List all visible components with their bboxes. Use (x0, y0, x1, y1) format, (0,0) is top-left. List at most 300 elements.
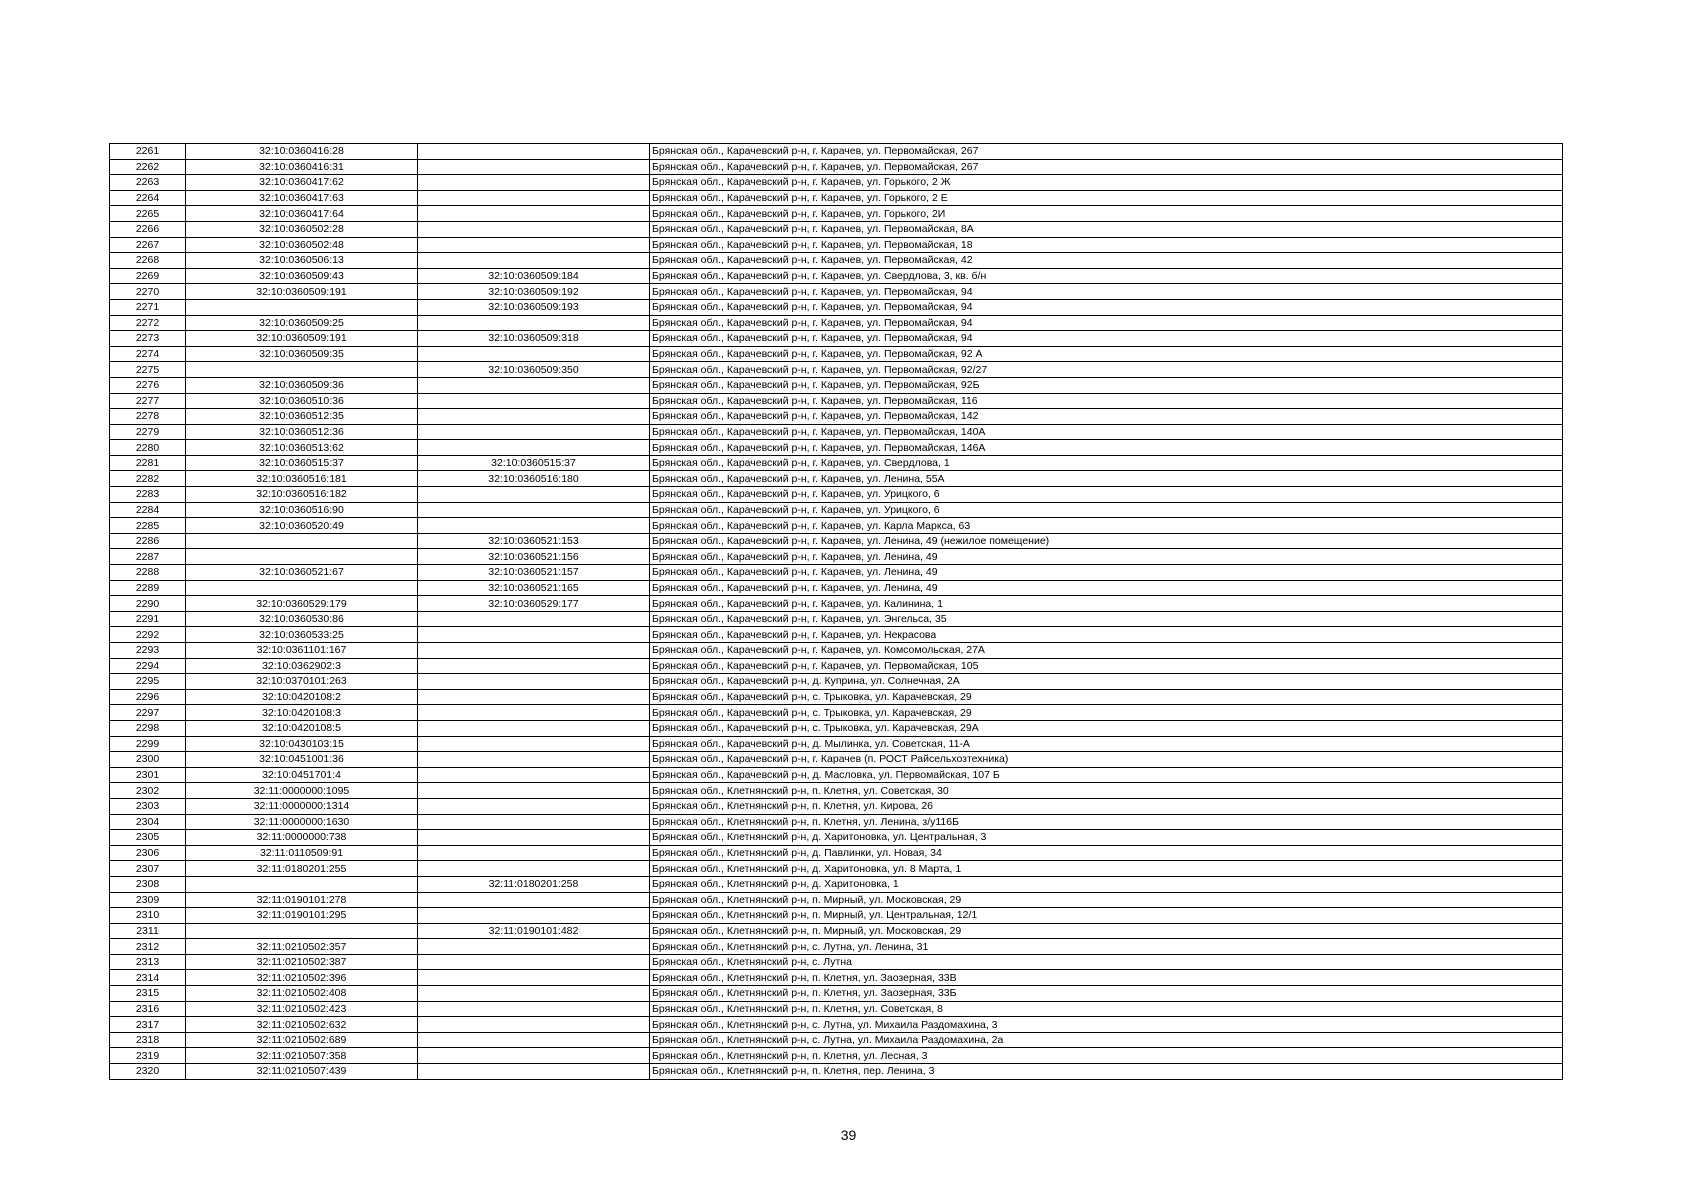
address-cell: Брянская обл., Карачевский р-н, г. Карачев, ул. Горького, 2 Е (650, 190, 1563, 206)
table-row (110, 175, 1563, 191)
table-row (110, 970, 1563, 986)
related-cadastral-number-cell (418, 908, 650, 924)
row-number-cell: 2303 (110, 798, 186, 814)
row-number-cell: 2294 (110, 658, 186, 674)
related-cadastral-number-cell (418, 861, 650, 877)
address-cell: Брянская обл., Клетнянский р-н, с. Лутна, ул. Ленина, 31 (650, 939, 1563, 955)
table-row (110, 939, 1563, 955)
cadastral-number-cell: 32:10:0360509:25 (186, 315, 418, 331)
table-row (110, 752, 1563, 768)
related-cadastral-number-cell (418, 440, 650, 456)
address-cell: Брянская обл., Карачевский р-н, д. Мылинка, ул. Советская, 11-А (650, 736, 1563, 752)
related-cadastral-number-cell: 32:10:0360509:193 (418, 299, 650, 315)
related-cadastral-number-cell: 32:11:0190101:482 (418, 923, 650, 939)
row-number-cell: 2269 (110, 268, 186, 284)
address-cell: Брянская обл., Клетнянский р-н, д. Павлинки, ул. Новая, 34 (650, 845, 1563, 861)
row-number-cell: 2283 (110, 487, 186, 503)
row-number-cell: 2309 (110, 892, 186, 908)
table-row (110, 253, 1563, 269)
row-number-cell: 2304 (110, 814, 186, 830)
related-cadastral-number-cell (418, 705, 650, 721)
table-row (110, 518, 1563, 534)
related-cadastral-number-cell (418, 1032, 650, 1048)
row-number-cell: 2276 (110, 377, 186, 393)
address-cell: Брянская обл., Карачевский р-н, г. Карачев, ул. Калинина, 1 (650, 596, 1563, 612)
address-cell: Брянская обл., Карачевский р-н, г. Карачев, ул. Первомайская, 92 А (650, 346, 1563, 362)
table-row (110, 331, 1563, 347)
address-cell: Брянская обл., Клетнянский р-н, п. Клетня, ул. Советская, 8 (650, 1001, 1563, 1017)
row-number-cell: 2292 (110, 627, 186, 643)
related-cadastral-number-cell: 32:10:0360509:184 (418, 268, 650, 284)
address-cell: Брянская обл., Клетнянский р-н, д. Харитоновка, ул. Центральная, 3 (650, 830, 1563, 846)
related-cadastral-number-cell (418, 346, 650, 362)
cadastral-number-cell: 32:10:0360509:191 (186, 331, 418, 347)
table-row (110, 892, 1563, 908)
row-number-cell: 2289 (110, 580, 186, 596)
address-cell: Брянская обл., Карачевский р-н, г. Карачев, ул. Первомайская, 142 (650, 409, 1563, 425)
table-row (110, 627, 1563, 643)
cadastral-number-cell: 32:10:0360520:49 (186, 518, 418, 534)
row-number-cell: 2317 (110, 1017, 186, 1033)
related-cadastral-number-cell (418, 1001, 650, 1017)
address-cell: Брянская обл., Карачевский р-н, г. Карачев, ул. Первомайская, 116 (650, 393, 1563, 409)
row-number-cell: 2282 (110, 471, 186, 487)
row-number-cell: 2280 (110, 440, 186, 456)
table-row (110, 424, 1563, 440)
table-row (110, 315, 1563, 331)
address-cell: Брянская обл., Карачевский р-н, г. Карачев, ул. Первомайская, 94 (650, 284, 1563, 300)
page-number: 39 (840, 1127, 857, 1143)
table-row (110, 596, 1563, 612)
cadastral-number-cell: 32:11:0000000:1095 (186, 783, 418, 799)
row-number-cell: 2302 (110, 783, 186, 799)
cadastral-number-cell: 32:10:0360516:90 (186, 502, 418, 518)
related-cadastral-number-cell (418, 611, 650, 627)
address-cell: Брянская обл., Карачевский р-н, с. Трыковка, ул. Карачевская, 29А (650, 720, 1563, 736)
address-cell: Брянская обл., Карачевский р-н, г. Карачев, ул. Ленина, 49 (650, 580, 1563, 596)
cadastral-number-cell: 32:10:0360512:35 (186, 409, 418, 425)
address-cell: Брянская обл., Карачевский р-н, г. Карачев, ул. Ленина, 49 (650, 565, 1563, 581)
address-cell: Брянская обл., Карачевский р-н, г. Карачев, ул. Ленина, 49 (650, 549, 1563, 565)
cadastral-number-cell: 32:10:0430103:15 (186, 736, 418, 752)
related-cadastral-number-cell (418, 689, 650, 705)
cadastral-number-cell: 32:11:0180201:255 (186, 861, 418, 877)
row-number-cell: 2313 (110, 954, 186, 970)
row-number-cell: 2261 (110, 144, 186, 160)
related-cadastral-number-cell (418, 159, 650, 175)
address-cell: Брянская обл., Карачевский р-н, г. Карачев, ул. Первомайская, 94 (650, 315, 1563, 331)
row-number-cell: 2314 (110, 970, 186, 986)
related-cadastral-number-cell (418, 1017, 650, 1033)
cadastral-number-cell: 32:10:0361101:167 (186, 643, 418, 659)
cadastral-number-cell: 32:11:0210502:408 (186, 986, 418, 1002)
table-row (110, 1017, 1563, 1033)
related-cadastral-number-cell (418, 674, 650, 690)
table-row (110, 221, 1563, 237)
related-cadastral-number-cell (418, 175, 650, 191)
table-row (110, 502, 1563, 518)
related-cadastral-number-cell (418, 1064, 650, 1080)
related-cadastral-number-cell (418, 783, 650, 799)
address-cell: Брянская обл., Клетнянский р-н, с. Лутна, ул. Михаила Раздомахина, 3 (650, 1017, 1563, 1033)
row-number-cell: 2288 (110, 565, 186, 581)
table-row (110, 736, 1563, 752)
cadastral-number-cell: 32:11:0000000:1314 (186, 798, 418, 814)
related-cadastral-number-cell (418, 190, 650, 206)
row-number-cell: 2298 (110, 720, 186, 736)
cadastral-number-cell: 32:10:0360417:64 (186, 206, 418, 222)
address-cell: Брянская обл., Клетнянский р-н, п. Клетня, ул. Лесная, 3 (650, 1048, 1563, 1064)
cadastral-number-cell (186, 580, 418, 596)
table-row (110, 876, 1563, 892)
cadastral-number-cell: 32:10:0451001:36 (186, 752, 418, 768)
related-cadastral-number-cell (418, 830, 650, 846)
cadastral-number-cell (186, 923, 418, 939)
table-row (110, 720, 1563, 736)
row-number-cell: 2301 (110, 767, 186, 783)
row-number-cell: 2287 (110, 549, 186, 565)
related-cadastral-number-cell: 32:10:0360521:153 (418, 533, 650, 549)
address-cell: Брянская обл., Карачевский р-н, г. Карачев, ул. Энгельса, 35 (650, 611, 1563, 627)
row-number-cell: 2262 (110, 159, 186, 175)
table-row (110, 377, 1563, 393)
table-row (110, 798, 1563, 814)
address-cell: Брянская обл., Карачевский р-н, г. Карачев, ул. Урицкого, 6 (650, 487, 1563, 503)
address-cell: Брянская обл., Карачевский р-н, г. Карачев, ул. Первомайская, 146А (650, 440, 1563, 456)
cadastral-number-cell: 32:10:0360509:43 (186, 268, 418, 284)
row-number-cell: 2306 (110, 845, 186, 861)
address-cell: Брянская обл., Карачевский р-н, г. Карачев, ул. Свердлова, 3, кв. б/н (650, 268, 1563, 284)
table-row (110, 299, 1563, 315)
table-row (110, 830, 1563, 846)
row-number-cell: 2305 (110, 830, 186, 846)
address-cell: Брянская обл., Карачевский р-н, д. Масловка, ул. Первомайская, 107 Б (650, 767, 1563, 783)
cadastral-number-cell: 32:10:0360516:182 (186, 487, 418, 503)
row-number-cell: 2290 (110, 596, 186, 612)
cadastral-number-cell: 32:10:0360510:36 (186, 393, 418, 409)
address-cell: Брянская обл., Карачевский р-н, г. Карачев, ул. Первомайская, 92/27 (650, 362, 1563, 378)
cadastral-number-cell: 32:11:0000000:738 (186, 830, 418, 846)
row-number-cell: 2293 (110, 643, 186, 659)
table-row (110, 487, 1563, 503)
table-row (110, 861, 1563, 877)
cadastral-number-cell: 32:10:0360417:62 (186, 175, 418, 191)
table-row (110, 705, 1563, 721)
table-row (110, 159, 1563, 175)
row-number-cell: 2318 (110, 1032, 186, 1048)
cadastral-number-cell: 32:10:0360506:13 (186, 253, 418, 269)
cadastral-number-cell: 32:10:0360512:36 (186, 424, 418, 440)
table-row (110, 471, 1563, 487)
cadastral-number-cell: 32:10:0360529:179 (186, 596, 418, 612)
address-cell: Брянская обл., Клетнянский р-н, п. Клетня, ул. Заозерная, 33В (650, 970, 1563, 986)
table-row (110, 658, 1563, 674)
row-number-cell: 2277 (110, 393, 186, 409)
row-number-cell: 2272 (110, 315, 186, 331)
cadastral-number-cell (186, 549, 418, 565)
related-cadastral-number-cell (418, 409, 650, 425)
row-number-cell: 2263 (110, 175, 186, 191)
row-number-cell: 2296 (110, 689, 186, 705)
table-row (110, 1064, 1563, 1080)
cadastral-number-cell: 32:10:0360515:37 (186, 455, 418, 471)
cadastral-number-cell: 32:10:0420108:5 (186, 720, 418, 736)
cadastral-number-cell: 32:11:0110509:91 (186, 845, 418, 861)
row-number-cell: 2320 (110, 1064, 186, 1080)
related-cadastral-number-cell (418, 736, 650, 752)
row-number-cell: 2281 (110, 455, 186, 471)
cadastral-number-cell: 32:10:0420108:3 (186, 705, 418, 721)
cadastral-number-cell (186, 299, 418, 315)
related-cadastral-number-cell: 32:10:0360521:157 (418, 565, 650, 581)
address-cell: Брянская обл., Карачевский р-н, г. Карачев, ул. Первомайская, 18 (650, 237, 1563, 253)
related-cadastral-number-cell (418, 627, 650, 643)
related-cadastral-number-cell (418, 643, 650, 659)
table-row (110, 206, 1563, 222)
cadastral-number-cell: 32:11:0210502:357 (186, 939, 418, 955)
address-cell: Брянская обл., Карачевский р-н, г. Карачев, ул. Первомайская, 8А (650, 221, 1563, 237)
cadastral-number-cell: 32:10:0370101:263 (186, 674, 418, 690)
row-number-cell: 2311 (110, 923, 186, 939)
property-registry-table (109, 143, 1563, 1080)
table-row (110, 845, 1563, 861)
row-number-cell: 2266 (110, 221, 186, 237)
related-cadastral-number-cell (418, 424, 650, 440)
row-number-cell: 2273 (110, 331, 186, 347)
address-cell: Брянская обл., Карачевский р-н, г. Карачев, ул. Урицкого, 6 (650, 502, 1563, 518)
row-number-cell: 2279 (110, 424, 186, 440)
cadastral-number-cell: 32:10:0360416:28 (186, 144, 418, 160)
cadastral-number-cell: 32:11:0190101:278 (186, 892, 418, 908)
table-row (110, 954, 1563, 970)
cadastral-number-cell: 32:11:0210507:439 (186, 1064, 418, 1080)
table-row (110, 783, 1563, 799)
row-number-cell: 2300 (110, 752, 186, 768)
table-row (110, 393, 1563, 409)
related-cadastral-number-cell (418, 892, 650, 908)
related-cadastral-number-cell (418, 970, 650, 986)
table-row (110, 268, 1563, 284)
cadastral-number-cell: 32:10:0362902:3 (186, 658, 418, 674)
related-cadastral-number-cell (418, 253, 650, 269)
address-cell: Брянская обл., Карачевский р-н, г. Карачев, ул. Первомайская, 42 (650, 253, 1563, 269)
row-number-cell: 2291 (110, 611, 186, 627)
address-cell: Брянская обл., Карачевский р-н, с. Трыковка, ул. Карачевская, 29 (650, 689, 1563, 705)
cadastral-number-cell: 32:10:0360502:48 (186, 237, 418, 253)
table-row (110, 533, 1563, 549)
table-row (110, 814, 1563, 830)
address-cell: Брянская обл., Клетнянский р-н, д. Харитоновка, 1 (650, 876, 1563, 892)
address-cell: Брянская обл., Клетнянский р-н, п. Клетня, ул. Советская, 30 (650, 783, 1563, 799)
cadastral-number-cell: 32:11:0210502:396 (186, 970, 418, 986)
row-number-cell: 2319 (110, 1048, 186, 1064)
table-row (110, 611, 1563, 627)
cadastral-number-cell: 32:10:0360521:67 (186, 565, 418, 581)
cadastral-number-cell: 32:10:0360416:31 (186, 159, 418, 175)
related-cadastral-number-cell: 32:10:0360509:318 (418, 331, 650, 347)
related-cadastral-number-cell (418, 752, 650, 768)
row-number-cell: 2295 (110, 674, 186, 690)
related-cadastral-number-cell: 32:11:0180201:258 (418, 876, 650, 892)
address-cell: Брянская обл., Карачевский р-н, г. Карачев, ул. Первомайская, 267 (650, 159, 1563, 175)
row-number-cell: 2312 (110, 939, 186, 955)
related-cadastral-number-cell (418, 954, 650, 970)
related-cadastral-number-cell (418, 939, 650, 955)
related-cadastral-number-cell (418, 518, 650, 534)
row-number-cell: 2267 (110, 237, 186, 253)
related-cadastral-number-cell (418, 845, 650, 861)
address-cell: Брянская обл., Клетнянский р-н, п. Клетня, ул. Кирова, 26 (650, 798, 1563, 814)
cadastral-number-cell: 32:11:0210502:689 (186, 1032, 418, 1048)
table-row (110, 440, 1563, 456)
address-cell: Брянская обл., Карачевский р-н, г. Карачев, ул. Первомайская, 105 (650, 658, 1563, 674)
address-cell: Брянская обл., Клетнянский р-н, с. Лутна, ул. Михаила Раздомахина, 2а (650, 1032, 1563, 1048)
related-cadastral-number-cell (418, 658, 650, 674)
table-row (110, 190, 1563, 206)
cadastral-number-cell: 32:10:0360509:191 (186, 284, 418, 300)
related-cadastral-number-cell (418, 986, 650, 1002)
row-number-cell: 2307 (110, 861, 186, 877)
cadastral-number-cell: 32:10:0360509:36 (186, 377, 418, 393)
related-cadastral-number-cell (418, 487, 650, 503)
table-row (110, 1048, 1563, 1064)
row-number-cell: 2310 (110, 908, 186, 924)
row-number-cell: 2286 (110, 533, 186, 549)
related-cadastral-number-cell (418, 1048, 650, 1064)
related-cadastral-number-cell (418, 502, 650, 518)
cadastral-number-cell (186, 533, 418, 549)
related-cadastral-number-cell (418, 720, 650, 736)
row-number-cell: 2274 (110, 346, 186, 362)
address-cell: Брянская обл., Карачевский р-н, г. Карачев, ул. Некрасова (650, 627, 1563, 643)
address-cell: Брянская обл., Карачевский р-н, с. Трыковка, ул. Карачевская, 29 (650, 705, 1563, 721)
row-number-cell: 2265 (110, 206, 186, 222)
address-cell: Брянская обл., Карачевский р-н, г. Карачев, ул. Ленина, 55А (650, 471, 1563, 487)
registry-table-body (110, 144, 1563, 1080)
cadastral-number-cell: 32:11:0210507:358 (186, 1048, 418, 1064)
cadastral-number-cell: 32:10:0360509:35 (186, 346, 418, 362)
row-number-cell: 2270 (110, 284, 186, 300)
table-row (110, 549, 1563, 565)
row-number-cell: 2278 (110, 409, 186, 425)
row-number-cell: 2264 (110, 190, 186, 206)
address-cell: Брянская обл., Карачевский р-н, г. Карачев, ул. Свердлова, 1 (650, 455, 1563, 471)
address-cell: Брянская обл., Карачевский р-н, г. Карачев, ул. Ленина, 49 (нежилое помещение) (650, 533, 1563, 549)
address-cell: Брянская обл., Клетнянский р-н, п. Мирный, ул. Московская, 29 (650, 892, 1563, 908)
related-cadastral-number-cell (418, 814, 650, 830)
address-cell: Брянская обл., Карачевский р-н, д. Куприна, ул. Солнечная, 2А (650, 674, 1563, 690)
address-cell: Брянская обл., Клетнянский р-н, п. Клетня, ул. Заозерная, 33Б (650, 986, 1563, 1002)
table-row (110, 908, 1563, 924)
address-cell: Брянская обл., Карачевский р-н, г. Карачев, ул. Карла Маркса, 63 (650, 518, 1563, 534)
table-row (110, 1001, 1563, 1017)
related-cadastral-number-cell (418, 798, 650, 814)
address-cell: Брянская обл., Карачевский р-н, г. Карачев, ул. Первомайская, 140А (650, 424, 1563, 440)
cadastral-number-cell (186, 876, 418, 892)
address-cell: Брянская обл., Карачевский р-н, г. Карачев, ул. Горького, 2 Ж (650, 175, 1563, 191)
cadastral-number-cell: 32:11:0210502:423 (186, 1001, 418, 1017)
related-cadastral-number-cell: 32:10:0360515:37 (418, 455, 650, 471)
address-cell: Брянская обл., Карачевский р-н, г. Карачев, ул. Первомайская, 92Б (650, 377, 1563, 393)
table-row (110, 643, 1563, 659)
related-cadastral-number-cell: 32:10:0360509:192 (418, 284, 650, 300)
cadastral-number-cell: 32:10:0360516:181 (186, 471, 418, 487)
address-cell: Брянская обл., Карачевский р-н, г. Карачев, ул. Комсомольская, 27А (650, 643, 1563, 659)
related-cadastral-number-cell: 32:10:0360509:350 (418, 362, 650, 378)
related-cadastral-number-cell (418, 767, 650, 783)
related-cadastral-number-cell: 32:10:0360516:180 (418, 471, 650, 487)
table-row (110, 923, 1563, 939)
address-cell: Брянская обл., Клетнянский р-н, д. Харитоновка, ул. 8 Марта, 1 (650, 861, 1563, 877)
address-cell: Брянская обл., Карачевский р-н, г. Карачев, ул. Первомайская, 94 (650, 331, 1563, 347)
row-number-cell: 2315 (110, 986, 186, 1002)
table-row (110, 144, 1563, 160)
table-row (110, 767, 1563, 783)
address-cell: Брянская обл., Карачевский р-н, г. Карачев (п. РОСТ Райсельхозтехника) (650, 752, 1563, 768)
table-row (110, 284, 1563, 300)
table-row (110, 455, 1563, 471)
table-row (110, 346, 1563, 362)
cadastral-number-cell: 32:10:0360513:62 (186, 440, 418, 456)
address-cell: Брянская обл., Клетнянский р-н, с. Лутна (650, 954, 1563, 970)
row-number-cell: 2299 (110, 736, 186, 752)
table-row (110, 674, 1563, 690)
address-cell: Брянская обл., Карачевский р-н, г. Карачев, ул. Первомайская, 267 (650, 144, 1563, 160)
cadastral-number-cell: 32:10:0360533:25 (186, 627, 418, 643)
cadastral-number-cell: 32:11:0210502:632 (186, 1017, 418, 1033)
related-cadastral-number-cell (418, 206, 650, 222)
related-cadastral-number-cell (418, 377, 650, 393)
table-row (110, 409, 1563, 425)
address-cell: Брянская обл., Карачевский р-н, г. Карачев, ул. Горького, 2И (650, 206, 1563, 222)
row-number-cell: 2268 (110, 253, 186, 269)
related-cadastral-number-cell (418, 237, 650, 253)
address-cell: Брянская обл., Клетнянский р-н, п. Клетня, ул. Ленина, з/у116Б (650, 814, 1563, 830)
table-row (110, 1032, 1563, 1048)
row-number-cell: 2308 (110, 876, 186, 892)
row-number-cell: 2285 (110, 518, 186, 534)
cadastral-number-cell: 32:10:0360502:28 (186, 221, 418, 237)
row-number-cell: 2297 (110, 705, 186, 721)
related-cadastral-number-cell: 32:10:0360521:165 (418, 580, 650, 596)
cadastral-number-cell: 32:10:0451701:4 (186, 767, 418, 783)
address-cell: Брянская обл., Клетнянский р-н, п. Клетня, пер. Ленина, 3 (650, 1064, 1563, 1080)
table-row (110, 689, 1563, 705)
row-number-cell: 2275 (110, 362, 186, 378)
cadastral-number-cell: 32:11:0190101:295 (186, 908, 418, 924)
related-cadastral-number-cell (418, 144, 650, 160)
cadastral-number-cell: 32:11:0210502:387 (186, 954, 418, 970)
related-cadastral-number-cell: 32:10:0360521:156 (418, 549, 650, 565)
address-cell: Брянская обл., Карачевский р-н, г. Карачев, ул. Первомайская, 94 (650, 299, 1563, 315)
address-cell: Брянская обл., Клетнянский р-н, п. Мирный, ул. Московская, 29 (650, 923, 1563, 939)
related-cadastral-number-cell (418, 393, 650, 409)
related-cadastral-number-cell (418, 315, 650, 331)
cadastral-number-cell: 32:10:0360530:86 (186, 611, 418, 627)
row-number-cell: 2284 (110, 502, 186, 518)
table-row (110, 362, 1563, 378)
row-number-cell: 2316 (110, 1001, 186, 1017)
cadastral-number-cell (186, 362, 418, 378)
table-row (110, 237, 1563, 253)
cadastral-number-cell: 32:11:0000000:1630 (186, 814, 418, 830)
table-row (110, 580, 1563, 596)
address-cell: Брянская обл., Клетнянский р-н, п. Мирный, ул. Центральная, 12/1 (650, 908, 1563, 924)
cadastral-number-cell: 32:10:0360417:63 (186, 190, 418, 206)
row-number-cell: 2271 (110, 299, 186, 315)
table-row (110, 565, 1563, 581)
related-cadastral-number-cell: 32:10:0360529:177 (418, 596, 650, 612)
